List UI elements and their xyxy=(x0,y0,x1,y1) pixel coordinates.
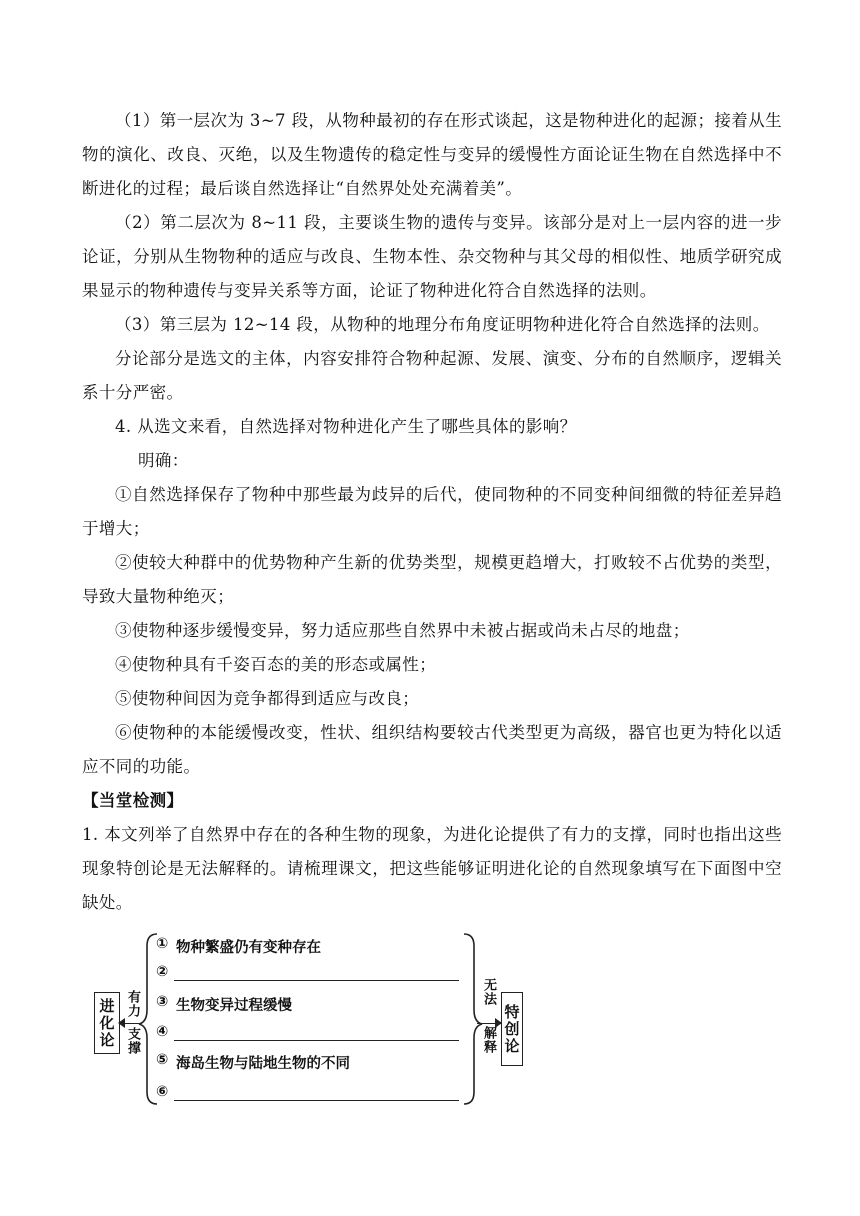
paragraph-layer-3: （3）第三层为 12~14 段，从物种的地理分布角度证明物种进化符合自然选择的法则。 xyxy=(115,315,770,334)
answer-item-4: ④使物种具有千姿百态的美的形态或属性； xyxy=(115,655,437,674)
cannot-explain-label-top: 无法 xyxy=(481,978,496,1006)
cannot-explain-label-bottom: 解释 xyxy=(481,1026,496,1054)
paragraph-summary: 分论部分是选文的主体，内容安排符合物种起源、发展、演变、分布的自然顺序，逻辑关系十分严密。 xyxy=(82,349,782,402)
left-brace-icon xyxy=(137,928,159,1108)
diagram-item-3-num: ③ xyxy=(156,994,169,1010)
support-label-bottom: 支撑 xyxy=(125,1027,140,1055)
diagram-item-5-num: ⑤ xyxy=(156,1052,169,1068)
answer-item-5: ⑤使物种间因为竞争都得到适应与改良； xyxy=(115,689,420,708)
right-brace-icon xyxy=(462,928,484,1108)
diagram-item-4-num: ④ xyxy=(156,1024,169,1040)
diagram-item-1-text: 物种繁盛仍有变种存在 xyxy=(176,940,321,956)
paragraph-layer-2: （2）第二层次为 8~11 段，主要谈生物的遗传与变异。该部分是对上一层内容的进一步论证，分别从生物物种的适应与改良、生物本性、杂交物种与其父母的相似性、地质学研究成果显示的物种遗传与变异关系等方面，论证了物种进化符合自然选择的法则。 xyxy=(82,213,782,300)
support-label-top: 有力 xyxy=(125,990,140,1018)
answer-item-1: ①自然选择保存了物种中那些最为歧异的后代，使同物种的不同变种间细微的特征差异趋于增大； xyxy=(82,485,782,538)
diagram-item-6-num: ⑥ xyxy=(156,1084,169,1100)
evolution-theory-box: 进化论 xyxy=(94,992,120,1054)
diagram-item-2-num: ② xyxy=(156,964,169,980)
blank-line-2[interactable] xyxy=(174,980,459,981)
concept-diagram xyxy=(82,928,562,1108)
blank-line-4[interactable] xyxy=(174,1040,459,1041)
creationism-box: 特创论 xyxy=(501,992,523,1066)
diagram-item-1-num: ① xyxy=(156,936,169,952)
question-1: 1. 本文列举了自然界中存在的各种生物的现象，为进化论提供了有力的支撑，同时也指出这些现象特创论是无法解释的。请梳理课文，把这些能够证明进化论的自然现象填写在下面图中空缺处。 xyxy=(82,825,782,912)
answer-item-3: ③使物种逐步缓慢变异，努力适应那些自然界中未被占据或尚未占尽的地盘； xyxy=(115,621,690,640)
paragraph-layer-1: （1）第一层次为 3~7 段，从物种最初的存在形式谈起，这是物种进化的起源；接着从生物的演化、改良、灭绝，以及生物遗传的稳定性与变异的缓慢性方面论证生物在自然选择中不断进化的过程；最后谈自然选择让“自然界处处充满着美”。 xyxy=(82,111,782,198)
diagram-item-5-text: 海岛生物与陆地生物的不同 xyxy=(176,1056,350,1072)
answer-item-6: ⑥使物种的本能缓慢改变，性状、组织结构要较古代类型更为高级，器官也更为特化以适应不同的功能。 xyxy=(82,723,782,776)
answer-label: 明确： xyxy=(138,451,189,470)
blank-line-6[interactable] xyxy=(174,1100,459,1101)
question-4: 4. 从选文来看，自然选择对物种进化产生了哪些具体的影响？ xyxy=(115,417,577,436)
answer-item-2: ②使较大种群中的优势物种产生新的优势类型，规模更趋增大，打败较不占优势的类型，导致大量物种绝灭； xyxy=(82,553,782,606)
diagram-item-3-text: 生物变异过程缓慢 xyxy=(176,998,292,1014)
section-heading: 【当堂检测】 xyxy=(82,791,184,810)
